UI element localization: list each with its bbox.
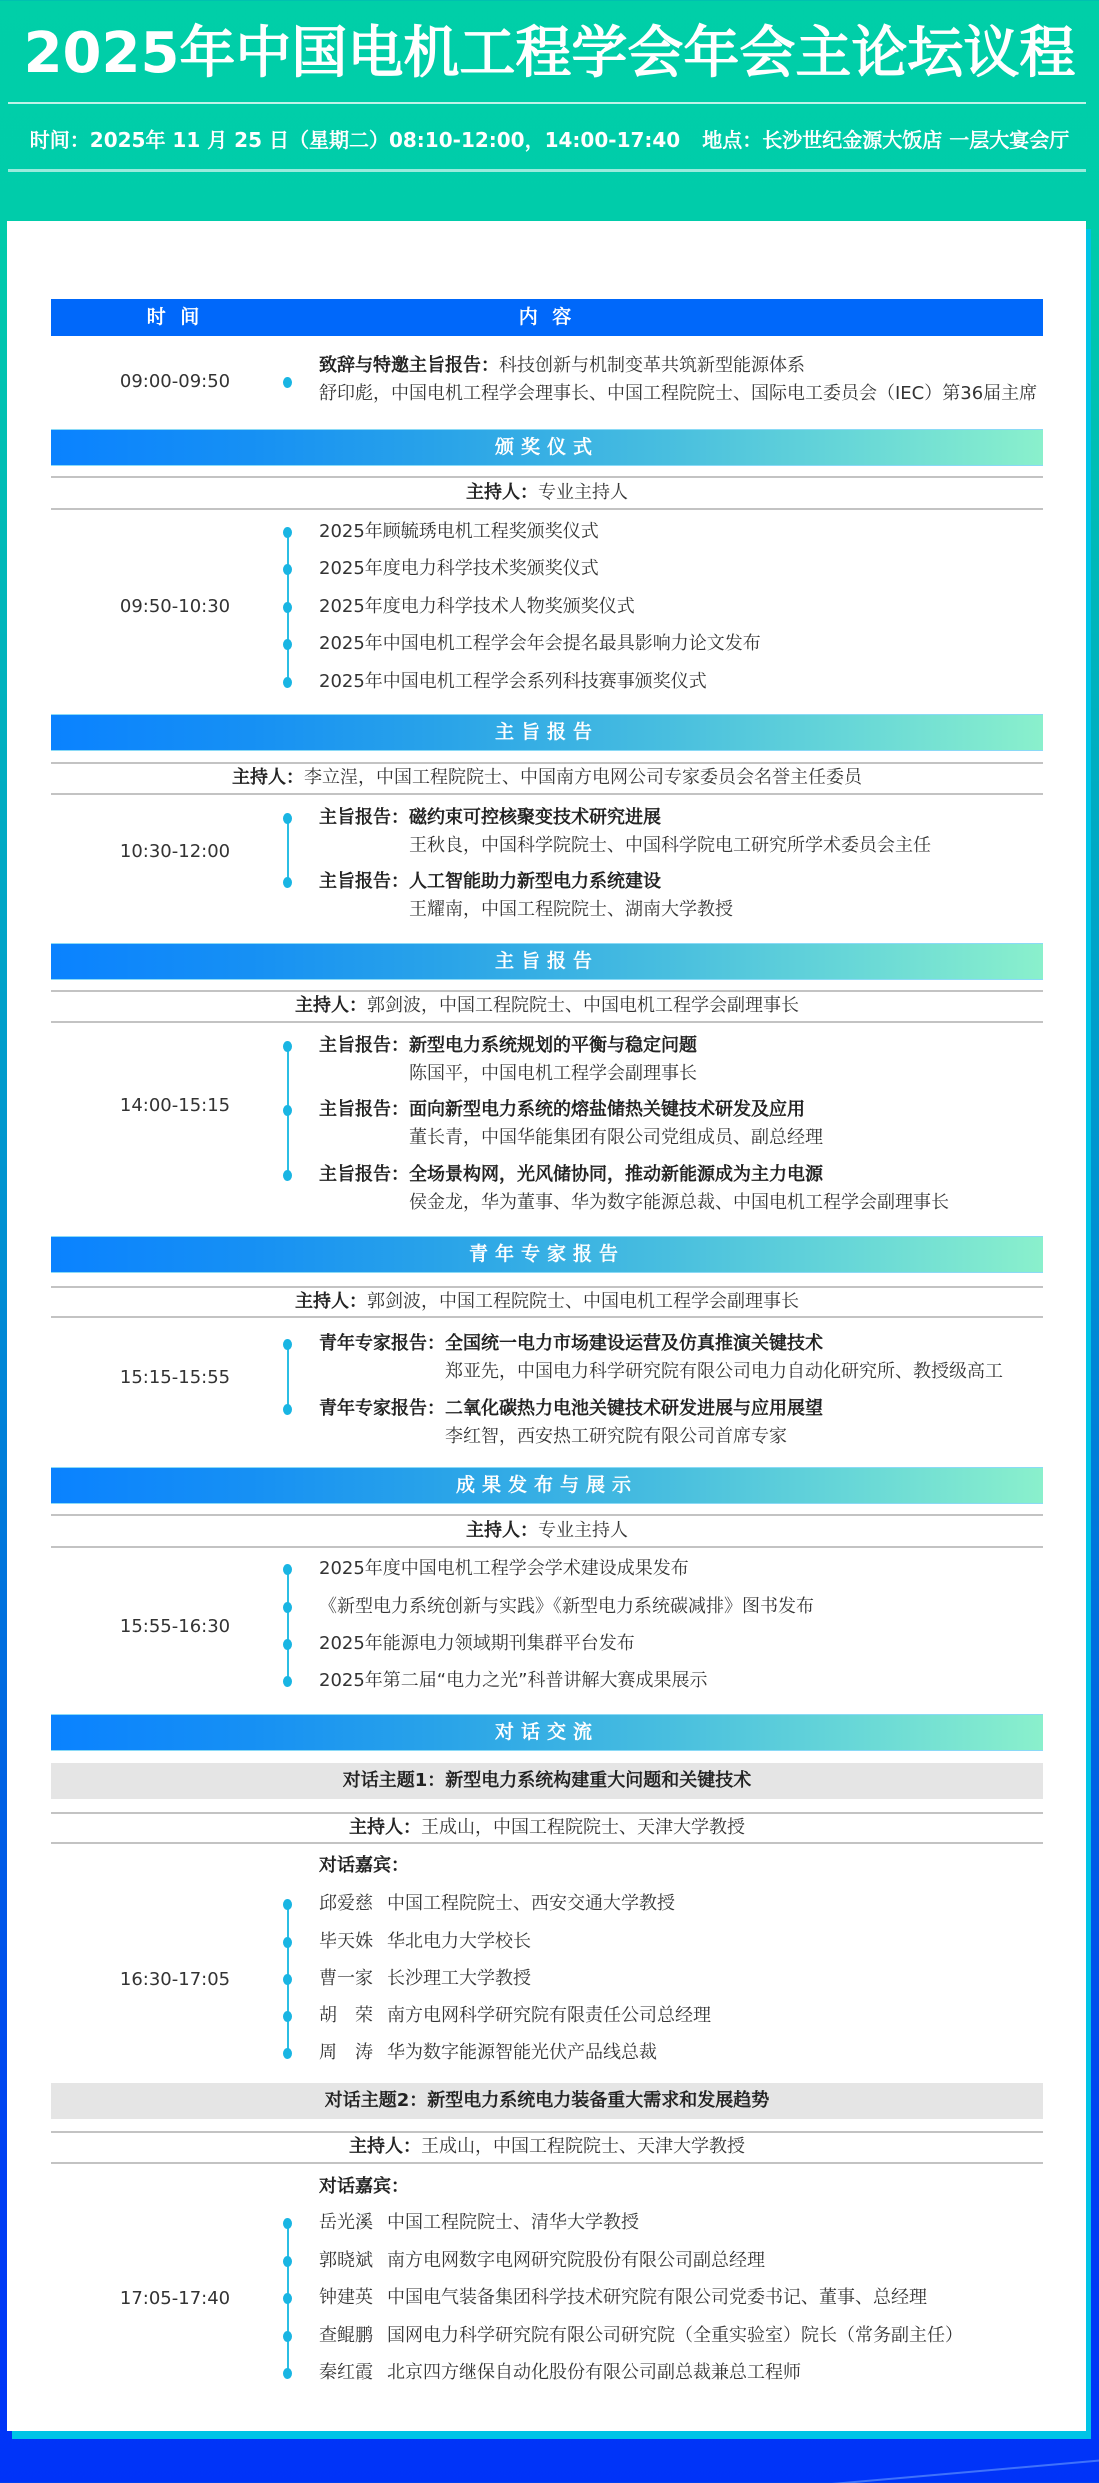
section-bar-achievements: 成果发布与展示 <box>51 1467 1043 1504</box>
host-divider <box>51 1514 1043 1516</box>
talk-body <box>445 1330 1003 1386</box>
agenda-item: 2025年度中国电机工程学会学术建设成果发布 <box>319 1558 689 1579</box>
agenda-item: 2025年顾毓琇电机工程奖颁奖仪式 <box>319 521 599 542</box>
guest-name: 岳光溪 <box>319 2212 373 2233</box>
agenda-item: 2025年中国电机工程学会年会提名最具影响力论文发布 <box>319 633 761 654</box>
dialogue-guest <box>319 1928 531 1956</box>
agenda-item: 2025年中国电机工程学会系列科技赛事颁奖仪式 <box>319 671 707 692</box>
dialogue-guest <box>319 1890 675 1918</box>
host-label: 主持人： <box>349 1817 421 1838</box>
dialogue-guest <box>319 2002 711 2030</box>
dialogue-topic-bar: 对话主题1：新型电力系统构建重大问题和关键技术 <box>51 1763 1043 1799</box>
keynote-talk <box>319 1161 949 1217</box>
talk-label: 主旨报告： <box>319 807 409 828</box>
talk-title: 人工智能助力新型电力系统建设 <box>409 871 661 892</box>
timeline-dot-icon <box>283 564 292 575</box>
timeline-dot-icon <box>283 677 292 688</box>
timeline-dot-icon <box>283 377 292 388</box>
column-header-content: 内 容 <box>518 306 576 328</box>
timeline-dot-icon <box>283 2293 292 2304</box>
host-label: 主持人： <box>295 995 367 1016</box>
talk-label: 青年专家报告： <box>319 1333 445 1354</box>
talk-label: 主旨报告： <box>319 1099 409 1120</box>
dialogue-guest <box>319 2039 657 2067</box>
guest-title: 南方电网科学研究院有限责任公司总经理 <box>387 2005 711 2026</box>
section-time: 15:55-16:30 <box>119 1616 231 1637</box>
dialogue-guest <box>319 2359 801 2387</box>
guests-label: 对话嘉宾： <box>319 2176 409 2197</box>
guest-title: 华北电力大学校长 <box>387 1931 531 1952</box>
timeline-dot-icon <box>283 1404 292 1415</box>
timeline-dot-icon <box>283 1041 292 1052</box>
dialogue-guest <box>319 1965 531 1993</box>
host-name: 王成山，中国工程院院士、天津大学教授 <box>421 2136 745 2157</box>
talk-title: 二氧化碳热力电池关键技术研发进展与应用展望 <box>445 1398 823 1419</box>
talk-label: 主旨报告： <box>319 871 409 892</box>
host-divider <box>51 1842 1043 1844</box>
agenda-card <box>7 221 1086 2431</box>
young-expert-talk <box>319 1330 1003 1386</box>
guest-title: 中国电气装备集团科学技术研究院有限公司党委书记、董事、总经理 <box>387 2287 927 2308</box>
timeline-dot-icon <box>283 2368 292 2379</box>
opening-speaker: 舒印彪，中国电机工程学会理事长、中国工程院院士、国际电工委员会（IEC）第36届主席 <box>319 383 1038 404</box>
column-header-time: 时 间 <box>146 306 204 328</box>
section-bar-keynote-pm: 主旨报告 <box>51 943 1043 980</box>
agenda-item: 2025年度电力科学技术奖颁奖仪式 <box>319 558 599 579</box>
timeline-dot-icon <box>283 1899 292 1910</box>
host-label: 主持人： <box>295 1291 367 1312</box>
time-value: 2025年 11 月 25 日（星期二）08:10-12:00，14:00-17:40 <box>89 128 681 152</box>
section-bar-awards: 颁奖仪式 <box>51 429 1043 466</box>
section-host <box>51 1288 1043 1316</box>
timeline-dot-icon <box>283 1974 292 1985</box>
talk-body <box>409 804 931 860</box>
talk-body <box>409 1032 697 1088</box>
time-label: 时间： <box>29 128 90 152</box>
talk-speaker: 陈国平，中国电机工程学会副理事长 <box>409 1063 697 1084</box>
timeline-dot-icon <box>283 602 292 613</box>
page-title: 2025年中国电机工程学会年会主论坛议程 <box>23 21 1076 86</box>
section-host <box>51 764 1043 792</box>
opening-title: 科技创新与机制变革共筑新型能源体系 <box>499 355 805 376</box>
timeline-dot-icon <box>283 639 292 650</box>
timeline-line <box>287 1344 289 1409</box>
dialogue-guest <box>319 2209 639 2237</box>
dialogue-topic-bar: 对话主题2：新型电力系统电力装备重大需求和发展趋势 <box>51 2083 1043 2119</box>
timeline-dot-icon <box>283 2218 292 2229</box>
host-name: 李立浧，中国工程院院士、中国南方电网公司专家委员会名誉主任委员 <box>304 767 862 788</box>
talk-label: 主旨报告： <box>319 1035 409 1056</box>
host-name: 王成山，中国工程院院士、天津大学教授 <box>421 1817 745 1838</box>
guests-label: 对话嘉宾： <box>319 1855 409 1876</box>
timeline-dot-icon <box>283 527 292 538</box>
section-bar-keynote-am: 主旨报告 <box>51 714 1043 751</box>
host-name: 专业主持人 <box>538 1520 628 1541</box>
talk-title: 全场景构网，光风储协同，推动新能源成为主力电源 <box>409 1164 823 1185</box>
agenda-item: 2025年第二届“电力之光”科普讲解大赛成果展示 <box>319 1670 708 1691</box>
timeline-dot-icon <box>283 1105 292 1116</box>
guest-title: 国网电力科学研究院有限公司研究院（全重实验室）院长（常务副主任） <box>387 2325 963 2346</box>
guest-name: 钟建英 <box>319 2287 373 2308</box>
guest-title: 华为数字能源智能光伏产品线总裁 <box>387 2042 657 2063</box>
section-host <box>51 479 1043 507</box>
host-divider <box>51 793 1043 795</box>
guest-title: 中国工程院院士、西安交通大学教授 <box>387 1893 675 1914</box>
host-name: 郭剑波，中国工程院院士、中国电机工程学会副理事长 <box>367 1291 799 1312</box>
guest-title: 长沙理工大学教授 <box>387 1968 531 1989</box>
host-label: 主持人： <box>466 1520 538 1541</box>
talk-title: 新型电力系统规划的平衡与稳定问题 <box>409 1035 697 1056</box>
timeline-dot-icon <box>283 813 292 824</box>
guest-name: 胡 荣 <box>319 2005 373 2026</box>
guest-name: 秦红霞 <box>319 2362 373 2383</box>
header-divider-top <box>8 102 1086 104</box>
talk-title: 磁约束可控核聚变技术研究进展 <box>409 807 661 828</box>
opening-title-line <box>319 352 805 380</box>
host-divider <box>51 1021 1043 1023</box>
header-divider-bottom <box>8 169 1086 172</box>
timeline-dot-icon <box>283 877 292 888</box>
agenda-item: 《新型电力系统创新与实践》《新型电力系统碳减排》图书发布 <box>319 1596 814 1617</box>
timeline-dot-icon <box>283 2011 292 2022</box>
talk-speaker: 李红智，西安热工研究院有限公司首席专家 <box>445 1426 787 1447</box>
guest-name: 郭晓斌 <box>319 2250 373 2271</box>
agenda-item: 2025年能源电力领域期刊集群平台发布 <box>319 1633 635 1654</box>
host-divider <box>51 2162 1043 2164</box>
timeline-dot-icon <box>283 1639 292 1650</box>
talk-speaker: 董长青，中国华能集团有限公司党组成员、副总经理 <box>409 1127 823 1148</box>
guest-name: 毕天姝 <box>319 1931 373 1952</box>
timeline-dot-icon <box>283 1339 292 1350</box>
section-bar-dialogue: 对话交流 <box>51 1714 1043 1751</box>
guest-name: 曹一家 <box>319 1968 373 1989</box>
guest-name: 查鲲鹏 <box>319 2325 373 2346</box>
talk-speaker: 王秋良，中国科学院院士、中国科学院电工研究所学术委员会主任 <box>409 835 931 856</box>
dialogue-guest <box>319 2247 765 2275</box>
keynote-talk <box>319 1096 823 1152</box>
host-divider <box>51 508 1043 510</box>
venue-value: 长沙世纪金源大饭店 一层大宴会厅 <box>762 128 1070 152</box>
guest-name: 周 涛 <box>319 2042 373 2063</box>
timeline-dot-icon <box>283 1937 292 1948</box>
section-time: 14:00-15:15 <box>119 1095 231 1116</box>
talk-title: 面向新型电力系统的熔盐储热关键技术研发及应用 <box>409 1099 805 1120</box>
timeline-dot-icon <box>283 1564 292 1575</box>
opening-time: 09:00-09:50 <box>119 371 231 392</box>
host-label: 主持人： <box>466 482 538 503</box>
agenda-item: 2025年度电力科学技术人物奖颁奖仪式 <box>319 596 635 617</box>
talk-body <box>445 1395 823 1451</box>
timeline-dot-icon <box>283 1602 292 1613</box>
section-time: 15:15-15:55 <box>119 1367 231 1388</box>
section-host <box>51 1517 1043 1545</box>
section-bar-young-experts: 青年专家报告 <box>51 1236 1043 1273</box>
decorative-light-streak <box>821 2456 1099 2483</box>
host-divider <box>51 476 1043 478</box>
talk-label: 青年专家报告： <box>319 1398 445 1419</box>
talk-body <box>409 1096 823 1152</box>
section-time: 09:50-10:30 <box>119 596 231 617</box>
timeline-dot-icon <box>283 1676 292 1687</box>
host-name: 专业主持人 <box>538 482 628 503</box>
timeline-line <box>287 818 289 882</box>
timeline-dot-icon <box>283 2048 292 2059</box>
keynote-talk <box>319 1032 697 1088</box>
opening-label: 致辞与特邀主旨报告： <box>319 355 499 376</box>
talk-body <box>409 868 733 924</box>
section-time: 17:05-17:40 <box>119 2288 231 2309</box>
keynote-talk <box>319 804 931 860</box>
host-label: 主持人： <box>232 767 304 788</box>
guest-title: 北京四方继保自动化股份有限公司副总裁兼总工程师 <box>387 2362 801 2383</box>
section-time: 10:30-12:00 <box>119 841 231 862</box>
talk-speaker: 郑亚先，中国电力科学研究院有限公司电力自动化研究所、教授级高工 <box>445 1361 1003 1382</box>
talk-speaker: 王耀南，中国工程院院士、湖南大学教授 <box>409 899 733 920</box>
guest-title: 南方电网数字电网研究院股份有限公司副总经理 <box>387 2250 765 2271</box>
dialogue-guest <box>319 2284 927 2312</box>
talk-speaker: 侯金龙，华为董事、华为数字能源总裁、中国电机工程学会副理事长 <box>409 1192 949 1213</box>
host-divider <box>51 1546 1043 1548</box>
timeline-dot-icon <box>283 1170 292 1181</box>
venue-label: 地点： <box>702 128 763 152</box>
timeline-dot-icon <box>283 2331 292 2342</box>
section-host <box>51 2133 1043 2161</box>
event-info <box>0 125 1099 155</box>
keynote-talk <box>319 868 733 924</box>
guest-title: 中国工程院院士、清华大学教授 <box>387 2212 639 2233</box>
young-expert-talk <box>319 1395 823 1451</box>
timeline-dot-icon <box>283 2256 292 2267</box>
section-time: 16:30-17:05 <box>119 1969 231 1990</box>
talk-label: 主旨报告： <box>319 1164 409 1185</box>
dialogue-guest <box>319 2322 963 2350</box>
host-label: 主持人： <box>349 2136 421 2157</box>
section-host <box>51 992 1043 1020</box>
table-header <box>51 299 1043 336</box>
talk-body <box>409 1161 949 1217</box>
talk-title: 全国统一电力市场建设运营及仿真推演关键技术 <box>445 1333 823 1354</box>
host-name: 郭剑波，中国工程院院士、中国电机工程学会副理事长 <box>367 995 799 1016</box>
section-host <box>51 1814 1043 1842</box>
guest-name: 邱爱慈 <box>319 1893 373 1914</box>
timeline-line <box>287 1569 289 1681</box>
host-divider <box>51 1316 1043 1318</box>
